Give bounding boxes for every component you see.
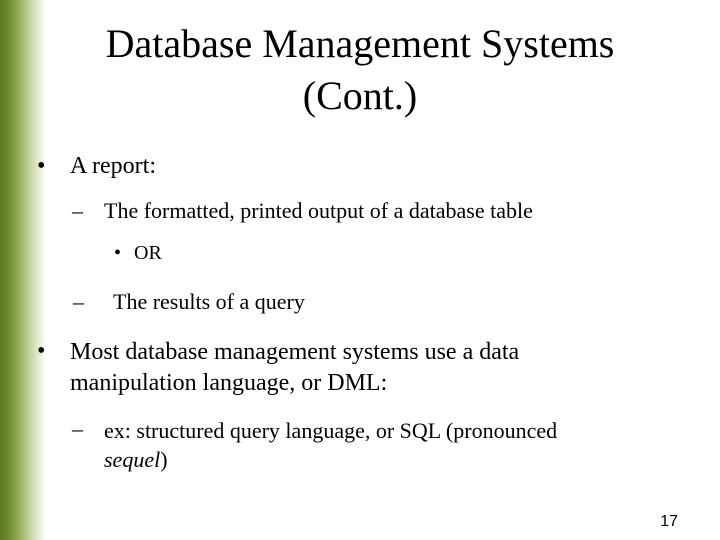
slide-title bbox=[50, 18, 670, 122]
bullet-text-line-2: manipulation language, or DML: bbox=[70, 370, 388, 396]
subsubitem-text: OR bbox=[134, 242, 162, 264]
bullet-text-line-1: Most database management systems use a data bbox=[70, 339, 520, 365]
bullet-text: A report: bbox=[70, 153, 156, 179]
bullet-text bbox=[70, 337, 519, 399]
dash-marker: – bbox=[73, 289, 84, 314]
bullet-marker: • bbox=[37, 153, 46, 179]
subitem-text: The results of a query bbox=[113, 289, 305, 314]
subitem-text bbox=[104, 416, 557, 474]
page-number: 17 bbox=[660, 513, 678, 530]
dash-marker: – bbox=[72, 198, 83, 223]
slide-title-line-2: (Cont.) bbox=[302, 73, 418, 118]
subitem-text: The formatted, printed output of a database table bbox=[104, 198, 533, 223]
decorative-side-bar bbox=[0, 0, 46, 540]
slide-title-line-1: Database Management Systems bbox=[105, 21, 615, 66]
subitem-text-suffix: ) bbox=[160, 447, 168, 472]
subitem-italic-term: sequel bbox=[104, 447, 161, 472]
subitem-text-line-1: ex: structured query language, or SQL (pronounced bbox=[104, 418, 558, 443]
dash-marker: – bbox=[72, 416, 83, 441]
bullet-marker: • bbox=[114, 242, 122, 264]
bullet-marker: • bbox=[37, 338, 46, 364]
